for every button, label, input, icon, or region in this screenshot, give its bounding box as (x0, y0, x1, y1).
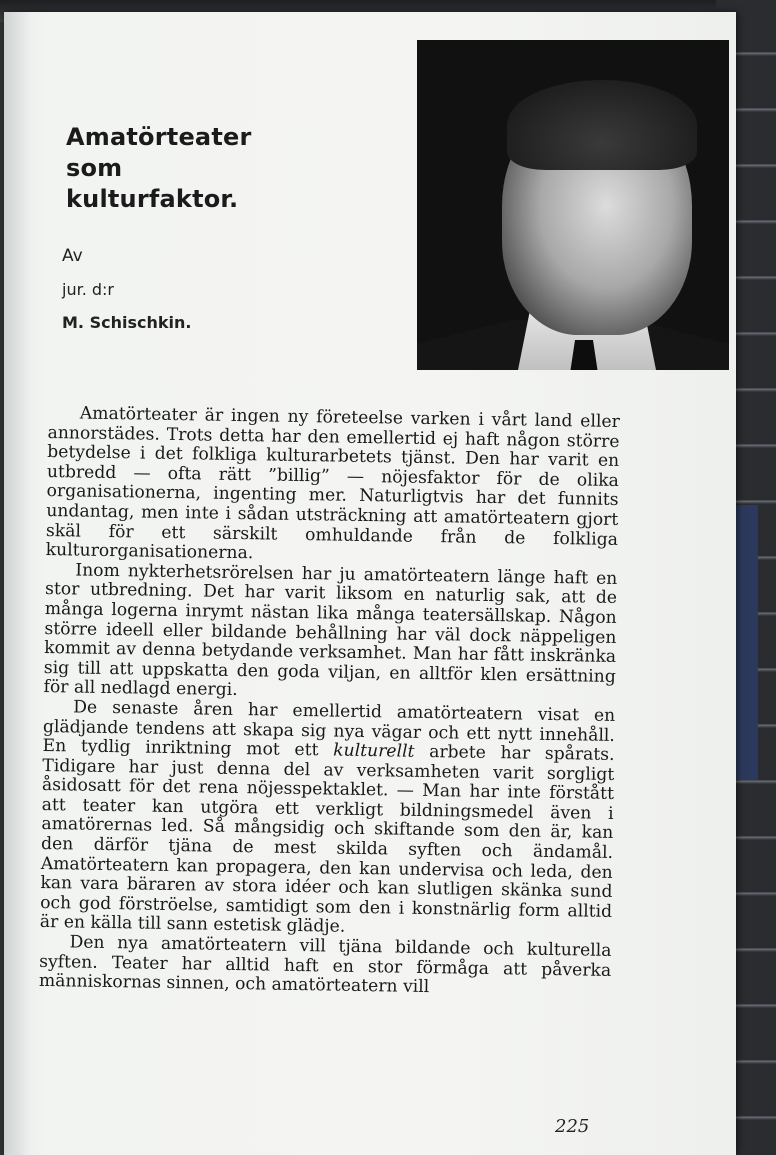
paragraph-3-start: De senaste åren har emellertid amatörteatern visat en glädjande tendens att skapa sig nya vägar och ett nytt innehåll. En tydlig inriktning mot ett (42, 697, 616, 761)
title-line-2: som (66, 154, 123, 182)
title-line-3: kulturfaktor. (66, 185, 239, 213)
paragraph-2: Inom nykterhetsrörelsen har ju amatörteatern länge haft en stor utbredning. Det har varit liksom en naturlig sak, att de många logerna inrymt nästan lika många teatersällskap. Någon större ideell eller bildande behållning har väl dock näppeligen kommit av denna betydande verksamhet. Man har fått inskränka sig till att uppskatta den goda viljan, en alltför klen ersättning för all nedlagd energi. (43, 560, 618, 701)
paragraph-4: Den nya amatörteatern vill tjäna bildande och kulturella syften. Teater har alltid haft en stor förmåga att påverka människornas sinnen, och amatörteatern vill (38, 932, 612, 998)
article-body (39, 404, 620, 1001)
article-title (66, 122, 366, 215)
byline-degree: jur. d:r (62, 280, 114, 299)
paragraph-3-end: arbete har spårats. Tidigare har just denna del av verksamheten varit sorgligt åsidosatt för det rena nöjesspektaklet. — Man har inte förstått att teater kan utgöra ett verkligt bildningsmedel även i amatörernas led. Så mångsidig och skiftande som den är, kan den därför tjäna de mest skilda syften och ändamål. Amatörteatern kan propagera, den kan undervisa och leda, den kan vara bäraren av stora idéer och kan slutligen skänka sund och god förströelse, samtidigt som den i konstnärlig form alltid är en källa till sann estetisk glädje. (39, 742, 615, 938)
paragraph-3-emphasis: kulturellt (333, 740, 415, 762)
author-portrait (417, 40, 729, 370)
byline-prefix: Av (62, 246, 83, 266)
page-gutter (4, 12, 30, 1155)
title-line-1: Amatörteater (66, 123, 252, 151)
paragraph-3 (40, 698, 616, 942)
page-number: 225 (555, 1116, 590, 1137)
byline-author: M. Schischkin. (62, 313, 192, 332)
paragraph-1: Amatörteater är ingen ny företeelse varken i vårt land eller annorstädes. Trots detta har den emellertid ej haft någon större betydelse i det folkliga kulturarbetets tjänst. Den har varit en utbredd — ofta rätt ”billig” — nöjesfaktor för de olika organisationerna, ingenting mer. Naturligtvis har det funnits undantag, men inte i sådan utsträckning att amatörteatern gjort skäl för ett särskilt omhuldande från de folkliga kulturorganisationerna. (45, 403, 620, 564)
portrait-hair (507, 80, 697, 170)
